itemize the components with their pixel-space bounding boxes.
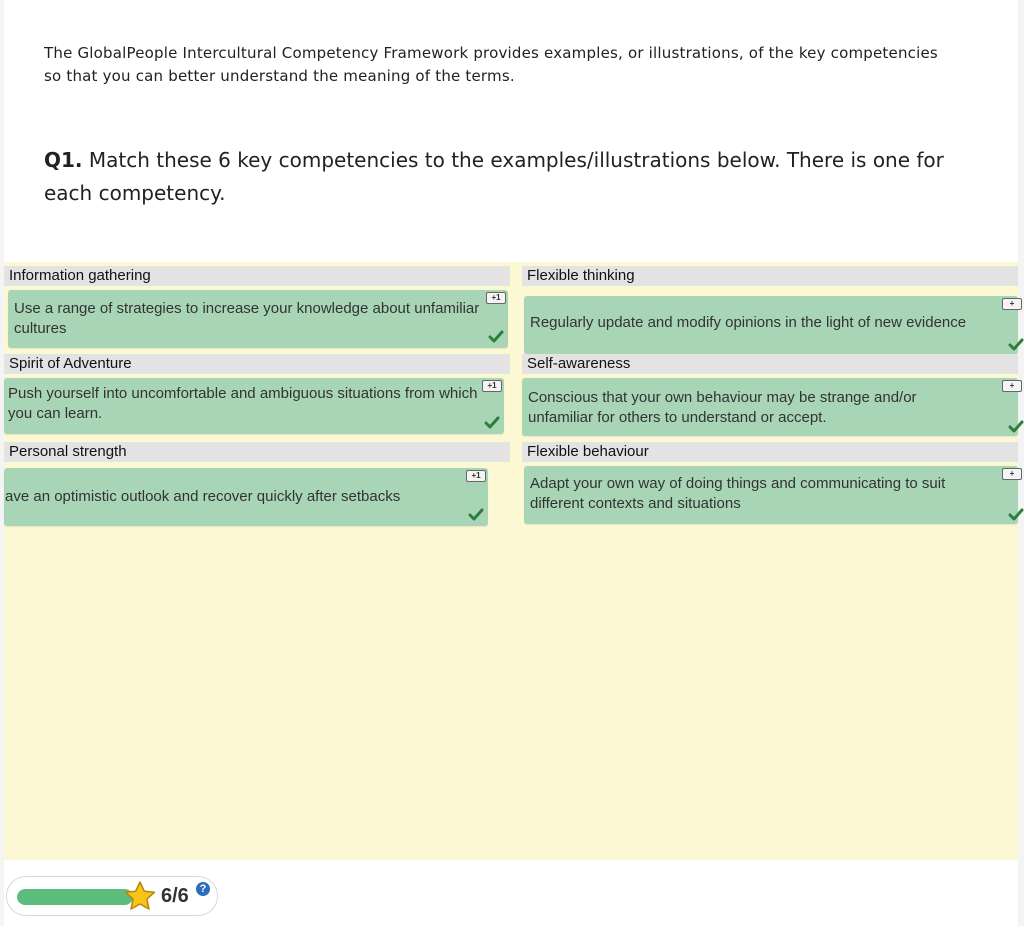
answer-card[interactable] <box>524 466 1018 524</box>
drop-zone-personal-strength[interactable] <box>4 442 510 528</box>
points-badge: + <box>1002 298 1022 310</box>
question-number: Q1. <box>44 148 83 172</box>
answer-card[interactable] <box>8 290 508 348</box>
drop-zone-flexible-thinking[interactable] <box>522 266 1018 354</box>
answer-card[interactable] <box>524 296 1018 354</box>
drop-area <box>4 262 1018 860</box>
score-widget <box>6 876 218 916</box>
answer-card[interactable] <box>4 378 504 434</box>
answer-card[interactable] <box>522 378 1018 436</box>
drop-zone-information-gathering[interactable] <box>4 266 510 350</box>
answer-text: Regularly update and modify opinions in the light of new evidence <box>530 314 967 331</box>
points-badge: +1 <box>466 470 486 482</box>
answer-text: Adapt your own way of doing things and communicating to suit different contexts and situations <box>530 475 946 512</box>
answer-text: Conscious that your own behaviour may be strange and/or unfamiliar for others to understand or accept. <box>528 389 917 426</box>
points-badge: +1 <box>486 292 506 304</box>
checkmark-icon <box>484 416 500 430</box>
points-badge: + <box>1002 380 1022 392</box>
checkmark-icon <box>488 330 504 344</box>
answer-text: Use a range of strategies to increase your knowledge about unfamiliar cultures <box>14 300 480 337</box>
checkmark-icon <box>1008 508 1024 522</box>
checkmark-icon <box>1008 338 1024 352</box>
drop-zone-self-awareness[interactable] <box>522 354 1018 438</box>
star-icon <box>123 880 157 912</box>
zone-header: Spirit of Adventure <box>4 354 510 374</box>
checkmark-icon <box>1008 420 1024 434</box>
zone-header: Flexible thinking <box>522 266 1018 286</box>
points-badge: + <box>1002 468 1022 480</box>
progress-bar <box>17 889 133 905</box>
zone-header: Flexible behaviour <box>522 442 1018 462</box>
progress-fill <box>17 889 133 905</box>
question-text: Match these 6 key competencies to the examples/illustrations below. There is one for each competency. <box>44 148 944 205</box>
drop-zone-flexible-behaviour[interactable] <box>522 442 1018 528</box>
checkmark-icon <box>468 508 484 522</box>
intro-text: The GlobalPeople Intercultural Competency Framework provides examples, or illustrations, of the key competencies so that you can better understand the meaning of the terms. <box>44 44 938 85</box>
zone-header: Self-awareness <box>522 354 1018 374</box>
answer-card[interactable] <box>4 468 488 526</box>
zone-header: Information gathering <box>4 266 510 286</box>
score-text: 6/6 <box>161 885 189 907</box>
answer-text: Push yourself into uncomfortable and ambiguous situations from which you can learn. <box>8 385 478 422</box>
question <box>44 144 984 210</box>
drop-zone-spirit-of-adventure[interactable] <box>4 354 510 438</box>
points-badge: +1 <box>482 380 502 392</box>
help-icon[interactable]: ? <box>196 882 210 896</box>
zone-header: Personal strength <box>4 442 510 462</box>
answer-text: ave an optimistic outlook and recover quickly after setbacks <box>5 488 401 505</box>
